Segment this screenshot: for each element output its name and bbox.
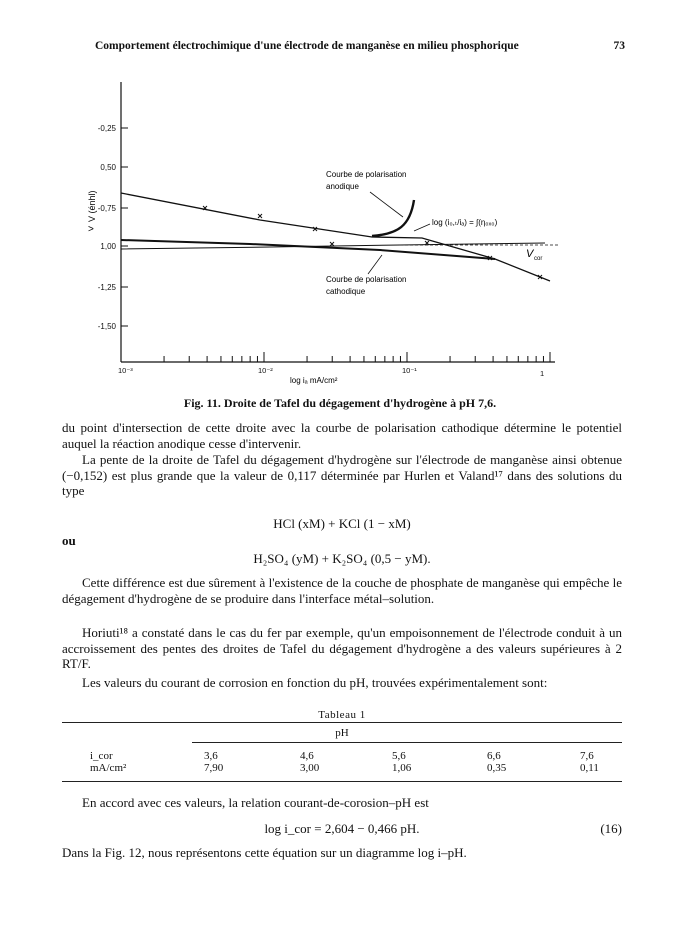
table-cell: 1,06 bbox=[392, 762, 412, 774]
x-tick-label: 1 bbox=[540, 369, 545, 378]
y-tick-label: -1,25 bbox=[97, 283, 116, 292]
table-cell: 5,6 bbox=[392, 750, 406, 762]
x-tick-label: 10⁻² bbox=[258, 366, 273, 375]
paragraph-continuation: du point d'intersection de cette droite avec la courbe de polarisation cathodique détermine le potentiel auquel la réaction anodique cesse d'intervenir. bbox=[62, 420, 622, 451]
table-cell: 7,6 bbox=[580, 750, 594, 762]
x-axis-label: log iₐ mA/cm² bbox=[290, 376, 338, 385]
table-cell: 0,11 bbox=[580, 762, 599, 774]
table-cell: 6,6 bbox=[487, 750, 501, 762]
running-title: Comportement électrochimique d'une électrode de manganèse en milieu phosphorique bbox=[95, 40, 519, 52]
y-tick-label: 0,50 bbox=[100, 163, 116, 172]
equation-hcl: HCl (xM) + KCl (1 − xM) bbox=[273, 516, 411, 531]
figure-caption bbox=[0, 396, 680, 411]
row-label-unit: mA/cm² bbox=[90, 762, 127, 774]
anodic-leader bbox=[370, 192, 403, 217]
anodic-polarisation-curve bbox=[372, 200, 414, 236]
tafel-figure bbox=[0, 0, 680, 400]
x-ticks bbox=[121, 352, 550, 362]
cathodic-annotation-line1: Courbe de polarisation bbox=[326, 275, 407, 284]
table-title: Tableau 1 bbox=[318, 709, 366, 721]
y-axis-label: V (énhl) bbox=[87, 190, 97, 222]
paragraph-relation: En accord avec ces valeurs, la relation courant-de-corosion–pH est bbox=[82, 795, 429, 810]
row-label-icor: i_cor bbox=[90, 750, 113, 762]
paragraph-phosphate: Cette différence est due sûrement à l'existence de la couche de phosphate de manganèse qui empêche le dégagement d'hydrogène de se produire dans l'interface métal–solution. bbox=[62, 575, 622, 606]
y-tick-label: 1,00 bbox=[100, 242, 116, 251]
cathodic-annotation-line2: cathodique bbox=[326, 287, 366, 296]
table-1 bbox=[62, 722, 622, 782]
y-ticks bbox=[121, 128, 128, 326]
paragraph-corrosion-values: Les valeurs du courant de corrosion en fonction du pH, trouvées expérimentalement sont: bbox=[82, 675, 548, 690]
paragraph-fig12: Dans la Fig. 12, nous représentons cette équation sur un diagramme log i–pH. bbox=[62, 845, 467, 860]
y-tick-label: -0,75 bbox=[97, 204, 116, 213]
table-cell: 7,90 bbox=[204, 762, 224, 774]
caption-text: Droite de Tafel du dégagement d'hydrogène à pH 7,6. bbox=[223, 396, 497, 410]
paragraph-tafel-slope: La pente de la droite de Tafel du dégagement d'hydrogène sur l'électrode de manganèse ainsi obtenue (−0,152) est plus grande que la valeur de 0,117 déterminée par Hurlen et Valand¹⁷ dans des solutions du type bbox=[62, 452, 622, 499]
y-axis-arrow: > bbox=[88, 224, 94, 235]
x-tick-label: 10⁻¹ bbox=[402, 366, 417, 375]
marker bbox=[330, 242, 334, 246]
equation-h2so4: H₂SO₄ (yM) + K₂SO₄ (0,5 − yM). bbox=[253, 551, 431, 566]
table-header-ph: pH bbox=[335, 727, 349, 739]
log-annotation: log (i₀,ₜ/iₐ) = ∫(η₀ₓ₀) bbox=[432, 218, 498, 227]
equation-log-icor: log i_cor = 2,604 − 0,466 pH. bbox=[264, 821, 420, 836]
y-tick-label: -1,50 bbox=[97, 322, 116, 331]
vcor-annotation: V bbox=[526, 248, 534, 260]
caption-label: Fig. 11. bbox=[183, 396, 221, 410]
paragraph-horiuti: Horiuti¹⁸ a constaté dans le cas du fer par exemple, qu'un empoisonnement de l'électrode conduit à un accroissement des pentes des droites de Tafel du dégagement d'hydrogène a des valeurs supérieures à 2 RT/F. bbox=[62, 625, 622, 672]
y-tick-label: -0,25 bbox=[97, 124, 116, 133]
anodic-tafel-line bbox=[121, 193, 550, 281]
anodic-annotation-line2: anodique bbox=[326, 182, 359, 191]
log-leader bbox=[414, 224, 430, 231]
table-cell: 3,00 bbox=[300, 762, 320, 774]
vcor-subscript: cor bbox=[534, 256, 543, 262]
table-cell: 3,6 bbox=[204, 750, 218, 762]
page-number: 73 bbox=[613, 40, 625, 52]
table-cell: 0,35 bbox=[487, 762, 507, 774]
marker bbox=[258, 214, 262, 218]
equation-number: (16) bbox=[600, 821, 622, 836]
x-tick-label: 10⁻³ bbox=[118, 366, 133, 375]
word-ou: ou bbox=[62, 533, 76, 548]
table-header-rule bbox=[192, 742, 622, 743]
anodic-annotation-line1: Courbe de polarisation bbox=[326, 170, 407, 179]
cathodic-leader bbox=[368, 255, 382, 274]
table-cell: 4,6 bbox=[300, 750, 314, 762]
